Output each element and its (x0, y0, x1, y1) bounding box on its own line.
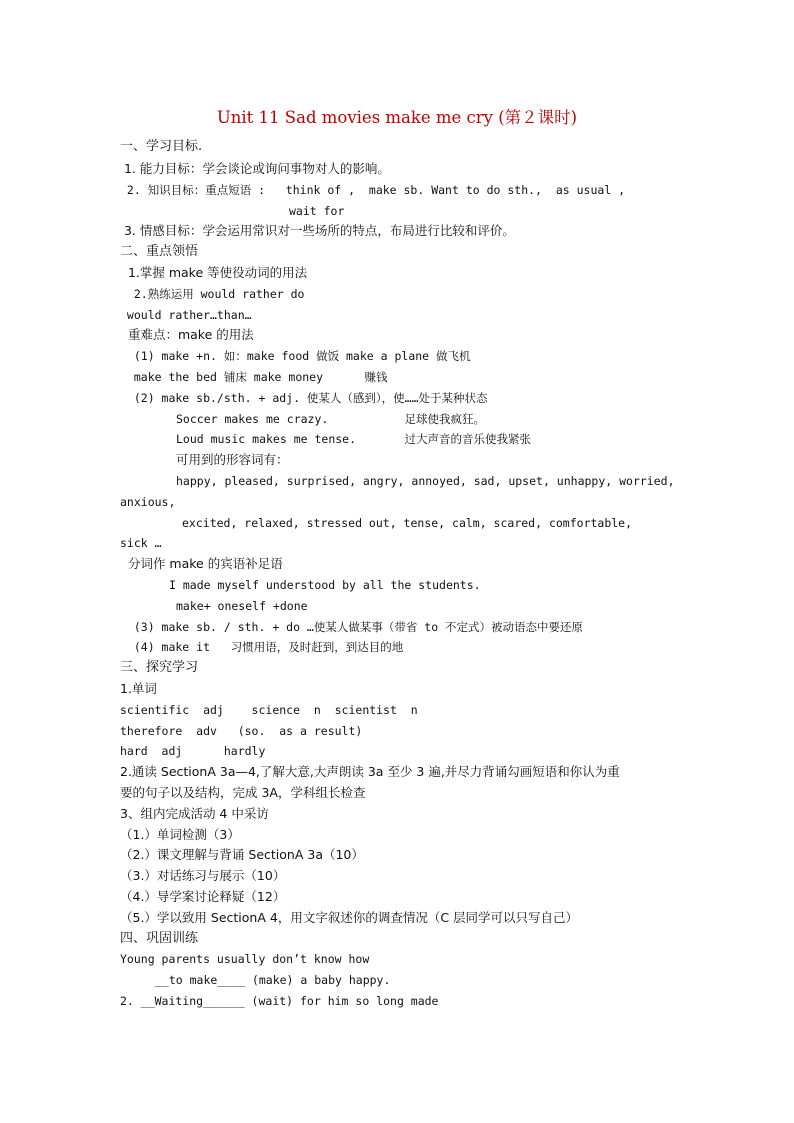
vocab-heading: 1.单词 (120, 681, 157, 696)
adjectives-list-1: happy, pleased, surprised, angry, annoyed, sad, upset, unhappy, worried, (176, 474, 675, 488)
usage-1-cont: make the bed 铺床 make money 赚钱 (120, 370, 388, 384)
section-heading-objectives: 一、学习目标. (120, 139, 203, 154)
activity-step-5: （5.）学以致用 SectionA 4，用文字叙述你的调查情况（C 层同学可以只写自己） (120, 910, 579, 925)
activity-step-2: （2.）课文理解与背诵 SectionA 3a（10） (120, 847, 364, 862)
group-activity: 3、组内完成活动 4 中采访 (120, 806, 269, 821)
key-point-2: 2.熟练运用 would rather do (120, 287, 305, 301)
objective-ability: 1. 能力目标：学会谈论或询问事物对人的影响。 (120, 161, 390, 176)
reading-task: 2.通读 SectionA 3a—4,了解大意,大声朗读 3a 至少 3 遍,并尽力背诵勾画短语和你认为重 (120, 764, 620, 779)
activity-step-3: （3.）对话练习与展示（10） (120, 868, 286, 883)
participle-complement: 分词作 make 的宾语补足语 (120, 556, 283, 571)
example-soccer: Soccer makes me crazy. 足球使我疯狂。 (176, 412, 485, 426)
exercise-2: 2. __Waiting______ (wait) for him so long made (120, 994, 439, 1008)
reading-task-cont: 要的句子以及结构，完成 3A，学科组长检查 (120, 785, 366, 800)
vocab-line-2: therefore adv (so. as a result) (120, 724, 363, 738)
exercise-1-cont: __to make____ (make) a baby happy. (155, 973, 391, 987)
usage-1: (1) make +n. 如：make food 做饭 make a plane 做飞机 (120, 349, 471, 363)
adjectives-list-1-cont: anxious, (120, 495, 176, 509)
section-heading-exploration: 三、探究学习 (120, 660, 199, 675)
section-heading-practice: 四、巩固训练 (120, 931, 199, 946)
usage-2: (2) make sb./sth. + adj. 使某人（感到），使……处于某种状态 (120, 391, 488, 405)
key-difficulty: 重难点：make 的用法 (120, 327, 254, 342)
usage-3: (3) make sb. / sth. + do …使某人做某事（带省 to 不定式）被动语态中要还原 (120, 620, 584, 634)
vocab-line-1: scientific adj science n scientist n (120, 703, 418, 717)
exercise-1: Young parents usually don’t know how (120, 952, 370, 966)
document-title: Unit 11 Sad movies make me cry (第２课时) (216, 108, 578, 127)
usage-4: (4) make it 习惯用语，及时赶到，到达目的地 (120, 640, 404, 654)
activity-step-1: （1.）单词检测（3） (120, 827, 240, 842)
objective-knowledge-cont: wait for (289, 204, 345, 218)
pattern-oneself-done: make+ oneself +done (176, 599, 308, 613)
key-point-2-cont: would rather…than… (120, 308, 252, 322)
example-loud-music: Loud music makes me tense. 过大声音的音乐使我紧张 (176, 432, 531, 446)
objective-knowledge: 2. 知识目标：重点短语 : think of , make sb. Want to do sth., as usual , (120, 183, 626, 197)
objective-emotion: 3. 情感目标：学会运用常识对一些场所的特点，布局进行比较和评价。 (120, 223, 515, 238)
vocab-line-3: hard adj hardly (120, 744, 266, 758)
key-point-1: 1.掌握 make 等使役动词的用法 (120, 265, 308, 280)
adjectives-list-2-cont: sick … (120, 536, 162, 550)
section-heading-key-points: 二、重点领悟 (120, 244, 199, 259)
adjectives-heading: 可用到的形容词有： (176, 452, 289, 467)
activity-step-4: （4.）导学案讨论释疑（12） (120, 889, 286, 904)
adjectives-list-2: excited, relaxed, stressed out, tense, calm, scared, comfortable, (182, 516, 633, 530)
example-understood: I made myself understood by all the students. (169, 578, 481, 592)
